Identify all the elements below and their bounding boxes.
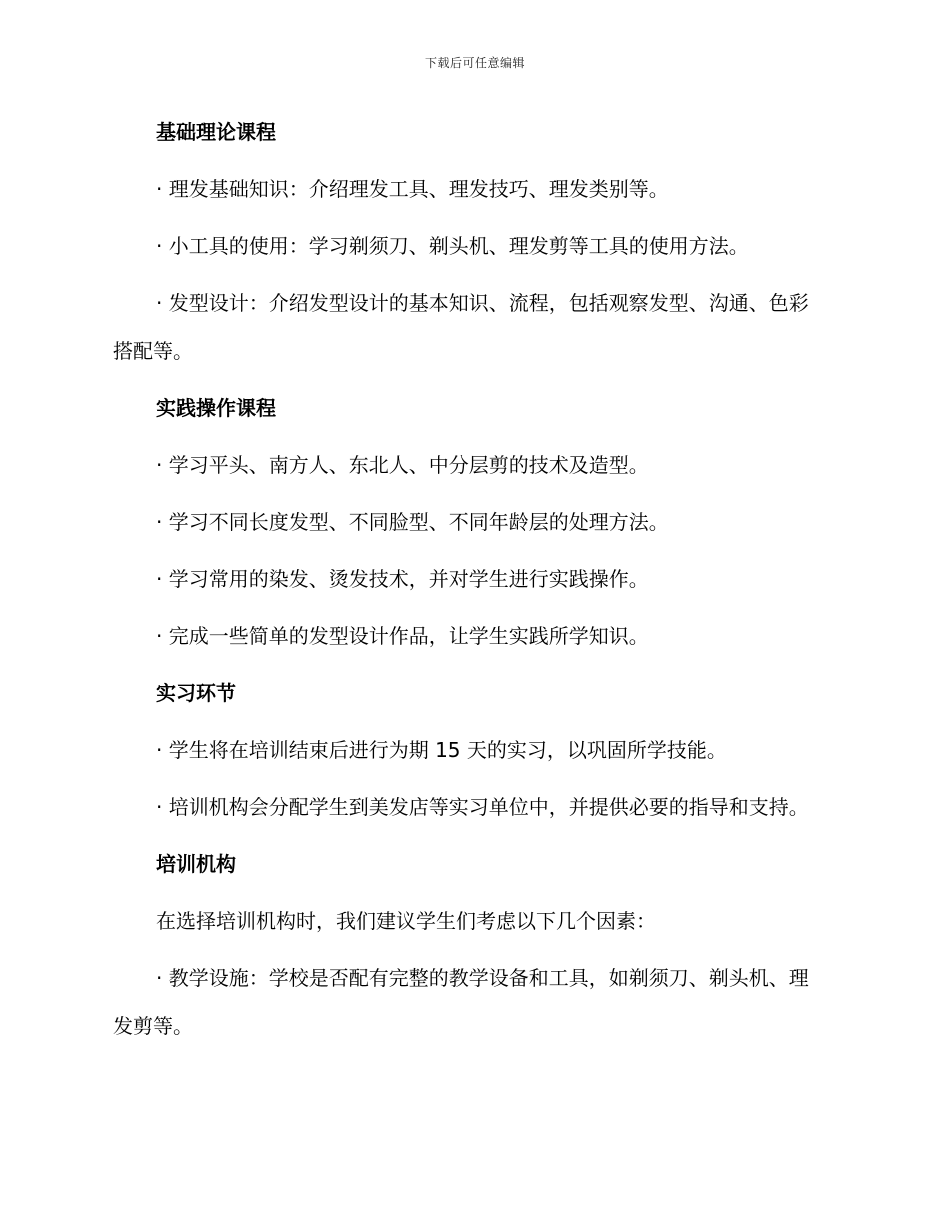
- paragraph: · 发型设计：介绍发型设计的基本知识、流程，包括观察发型、沟通、色彩搭配等。: [113, 291, 809, 363]
- paragraph: · 小工具的使用：学习剃须刀、剃头机、理发剪等工具的使用方法。: [156, 234, 749, 258]
- section-heading-institution: 培训机构: [156, 852, 236, 876]
- paragraph: · 学习不同长度发型、不同脸型、不同年龄层的处理方法。: [156, 510, 669, 534]
- paragraph: · 培训机构会分配学生到美发店等实习单位中，并提供必要的指导和支持。: [156, 795, 809, 819]
- paragraph: · 完成一些简单的发型设计作品，让学生实践所学知识。: [156, 624, 649, 648]
- paragraph: · 学习常用的染发、烫发技术，并对学生进行实践操作。: [156, 567, 649, 591]
- section-heading-theory: 基础理论课程: [156, 120, 276, 144]
- document-body: [113, 108, 825, 1059]
- section-heading-internship: 实习环节: [156, 681, 236, 705]
- header-note: 下载后可任意编辑: [424, 56, 525, 70]
- paragraph: · 学习平头、南方人、东北人、中分层剪的技术及造型。: [156, 453, 649, 477]
- section-heading-practice: 实践操作课程: [156, 396, 276, 420]
- paragraph: · 学生将在培训结束后进行为期 15 天的实习，以巩固所学技能。: [156, 738, 727, 762]
- paragraph: · 理发基础知识：介绍理发工具、理发技巧、理发类别等。: [156, 177, 669, 201]
- paragraph: 在选择培训机构时，我们建议学生们考虑以下几个因素：: [156, 909, 656, 933]
- paragraph: · 教学设施：学校是否配有完整的教学设备和工具，如剃须刀、剃头机、理发剪等。: [113, 966, 809, 1038]
